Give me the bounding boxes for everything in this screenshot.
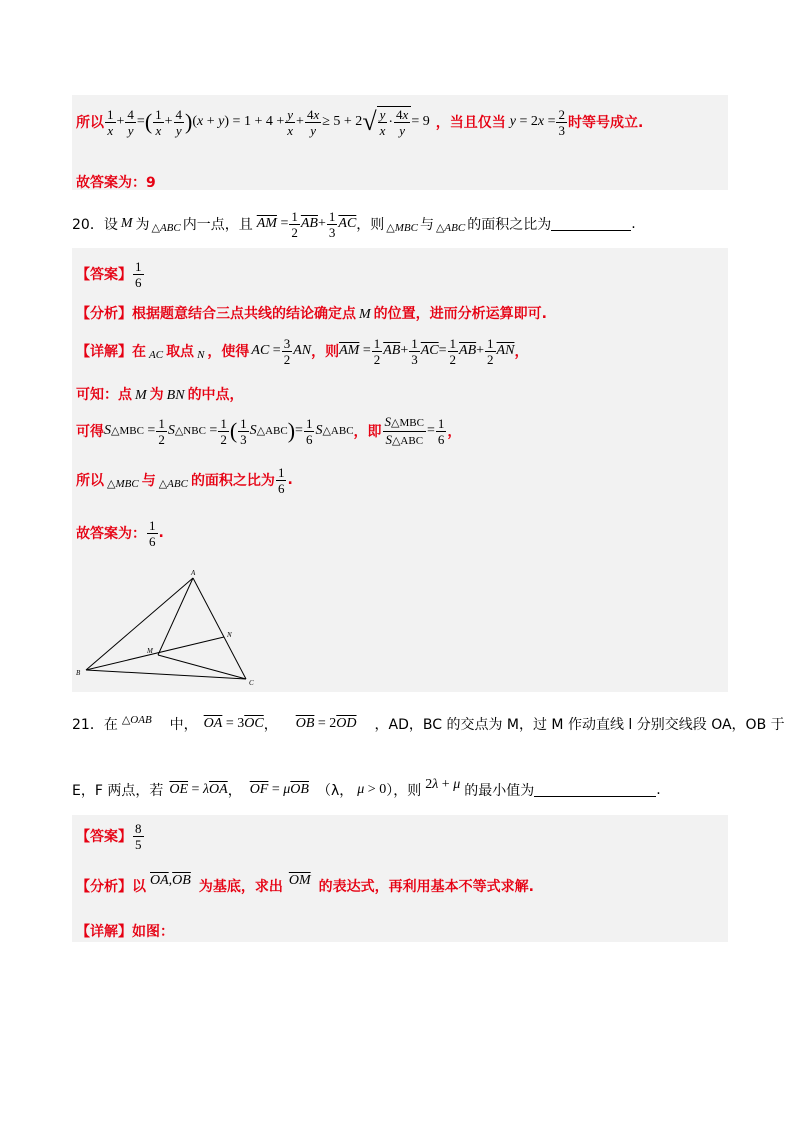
conclusion-line: 所以 $\frac{1}{x}$ + $\frac{4}{y}$ = ( $\frac{1}{x}$ + $\frac{4}{y}$ ) (x + y) = 1 + 4 + $\frac{y}{x}$ + $\frac{4x}{y}$ ≥ 5 + 2 √ $\frac{y}{x}$ · $\frac{4x}{y}$ = 9 ，当且仅当 y = 2x = $\frac{2}{3}$ 时等号成立.: [76, 106, 644, 138]
label-c: C: [249, 679, 254, 687]
label-n: N: [227, 631, 232, 639]
answer-value-21: $\frac{8}{5}$: [135, 820, 142, 852]
answer-label-20: 【答案】 $\frac{1}{6}$: [76, 258, 142, 290]
question-20: 20．设 M 为 △ABC 内一点，且 $\overline{AM}$ = $\frac{1}{2}$ $\overline{AB}$ + $\frac{1}{3}$ $\overline{AC}$ ，则 △MBC 与 △ABC 的面积之比为 .: [72, 208, 636, 240]
label-b: B: [76, 669, 81, 677]
triangle-figure: [72, 565, 272, 690]
so-line-20: 所以 △MBC 与 △ABC 的面积之比为 $\frac{1}{6}$ .: [76, 464, 293, 496]
detail-20: 【详解】在 AC 取点 N ，使得 AC = $\frac{3}{2}$ AN ，则 $\overline{AM}$ = $\frac{1}{2}$ $\overline{AB}$ + $\frac{1}{3}$ $\overline{AC}$ = $\frac{1}{2}$ $\overline{AB}$ + $\frac{1}{2}$ $\overline{AN}$ ，: [76, 335, 529, 367]
analysis-20: 【分析】根据题意结合三点共线的结论确定点 M 的位置，进而分析运算即可.: [76, 306, 547, 322]
label-a: A: [191, 569, 196, 577]
answer-label-21: 【答案】 $\frac{8}{5}$: [76, 820, 142, 852]
question-21-line2: E，F 两点，若 $\overline{OE} = \lambda\overline{OA}$ ， $\overline{OF} = \mu\overline{OB}$ （λ， μ > 0 ），则 2λ + μ 的最小值为 .: [72, 777, 661, 799]
label-m: M: [147, 647, 153, 655]
midpoint-line: 可知：点 M 为 BN 的中点，: [76, 387, 244, 403]
formula-1-over-x: $\frac{1}{x}$: [107, 106, 114, 138]
analysis-21: 【分析】以 $\overline{OA},\overline{OB}$ 为基底，求出 $\overline{OM}$ 的表达式，再利用基本不等式求解.: [76, 873, 534, 895]
question-21: 21．在 △OAB 中， $\overline{OA} = 3\overline{OC}$ ， $\overline{OB} = 2\overline{OD}$ ，AD，BC 的交点为 M，过 M 作动直线 l 分别交线段 OA，OB 于: [72, 713, 785, 733]
answer-blank-21[interactable]: [534, 784, 656, 797]
final-answer-20: 故答案为： $\frac{1}{6}$ .: [76, 517, 164, 549]
area-ratio-line: 可得 S△MBC = $\frac{1}{2}$ S△NBC = $\frac{1}{2}$ ( $\frac{1}{3}$ S△ABC ) = $\frac{1}{6}$ S△ABC ，即 $\frac{\text{S△MBC}}{\text{S△ABC}}$ = $\frac{1}{6}$ ，: [76, 413, 462, 447]
detail-21: 【详解】如图：: [76, 924, 174, 940]
answer-blank-20[interactable]: [551, 218, 631, 231]
answer-19: 故答案为：9: [76, 175, 156, 191]
answer-value-20: $\frac{1}{6}$: [135, 258, 142, 290]
